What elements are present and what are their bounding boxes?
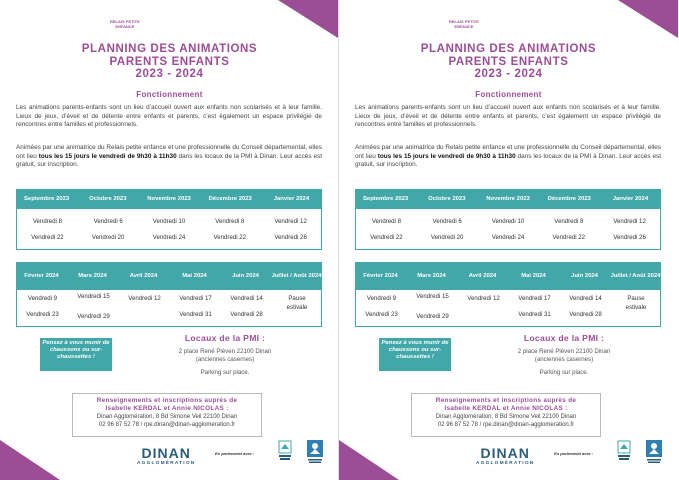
date-cell: Vendredi 24 bbox=[152, 233, 186, 241]
month-header: Novembre 2023 bbox=[486, 196, 530, 202]
month-header: Mai 2024 bbox=[182, 273, 207, 279]
date-cell: Vendredi 8 bbox=[32, 217, 62, 225]
month-header: Septembre 2023 bbox=[24, 196, 70, 202]
details-paragraph: Animées par une animatrice du Relais petite enfance et une professionnelle du Conseil départemental, elles ont lieu tous les 15 jours le vendredi de 9h30 à 11h30 dans les locaux de la PMI à Dinan. Leur accès est gratuit, sur inscription. bbox=[16, 144, 322, 169]
schedule-header-row bbox=[16, 262, 322, 290]
month-header: Février 2024 bbox=[363, 273, 398, 279]
month-header: Février 2024 bbox=[24, 273, 59, 279]
decor-corner-top-right bbox=[278, 0, 338, 38]
date-cell: Vendredi 23 bbox=[365, 311, 398, 318]
contact-box: Renseignements et inscriptions auprès de Isabelle KERDAL et Annie NICOLAS : Dinan Agglomération, 8 Bd Simone Veil 22100 Dinan 02 96 87 52 78 / rpe.dinan@dinan-agglomeration.fr bbox=[411, 393, 601, 437]
date-cell: Vendredi 26 bbox=[613, 233, 646, 241]
date-cell: Vendredi 9 bbox=[27, 295, 58, 302]
schedule-row bbox=[355, 229, 661, 250]
month-header: Décembre 2023 bbox=[208, 196, 252, 202]
date-cell: Vendredi 20 bbox=[91, 233, 125, 241]
date-cell: Vendredi 15 bbox=[416, 293, 449, 300]
date-cell: Vendredi 12 bbox=[467, 295, 500, 302]
partner-logo-caf-icon bbox=[278, 440, 292, 462]
date-cell: Vendredi 20 bbox=[430, 233, 464, 241]
date-cell: Vendredi 10 bbox=[152, 217, 186, 225]
date-cell: Vendredi 12 bbox=[128, 295, 161, 302]
date-cell: Vendredi 31 bbox=[518, 311, 551, 318]
month-header: Décembre 2023 bbox=[547, 196, 591, 202]
flyer-page-left bbox=[0, 0, 339, 480]
month-header: Juin 2024 bbox=[232, 273, 259, 279]
partner-label: En partenariat avec : bbox=[554, 451, 594, 456]
section-title: Fonctionnement bbox=[136, 90, 203, 99]
month-header: Avril 2024 bbox=[468, 273, 497, 279]
date-cell: Vendredi 31 bbox=[179, 311, 212, 318]
schedule-table-2 bbox=[355, 262, 661, 327]
schedule-table-2 bbox=[16, 262, 322, 327]
date-cell: Vendredi 29 bbox=[77, 313, 110, 320]
tip-box: Pensez à vous munir de chaussons ou sur-chaussettes ! bbox=[40, 338, 112, 371]
month-header: Mars 2024 bbox=[78, 273, 107, 279]
schedule-row bbox=[355, 209, 661, 229]
date-cell: Vendredi 17 bbox=[518, 295, 551, 302]
document-title: PLANNING DES ANIMATIONS PARENTS ENFANTS 2023 - 2024 bbox=[81, 43, 258, 80]
org-label: RELAIS PETITE ENFANCE bbox=[110, 19, 140, 29]
month-header: Novembre 2023 bbox=[147, 196, 191, 202]
date-cell: Vendredi 17 bbox=[179, 295, 212, 302]
locaux-info: 2 place René Pléven 22100 Dinan (anciennes casernes) Parking sur place. bbox=[517, 348, 611, 376]
date-cell: Vendredi 24 bbox=[491, 233, 525, 241]
date-cell: Vendredi 22 bbox=[552, 233, 586, 241]
locaux-info: 2 place René Pléven 22100 Dinan (anciennes casernes) Parking sur place. bbox=[178, 348, 272, 376]
partner-label: En partenariat avec : bbox=[215, 451, 255, 456]
month-header: Juillet / Août 2024 bbox=[610, 273, 661, 279]
schedule-row bbox=[16, 229, 322, 250]
partner-logo-departement-icon bbox=[646, 440, 662, 464]
date-cell: Vendredi 22 bbox=[370, 233, 403, 241]
document-title: PLANNING DES ANIMATIONS PARENTS ENFANTS 2023 - 2024 bbox=[420, 43, 597, 80]
schedule-header-row bbox=[355, 262, 661, 290]
date-cell: Vendredi 28 bbox=[569, 311, 602, 318]
date-cell: Vendredi 8 bbox=[371, 217, 401, 225]
date-cell: Vendredi 10 bbox=[491, 217, 525, 225]
date-cell: Vendredi 8 bbox=[554, 217, 584, 225]
date-cell: Vendredi 8 bbox=[215, 217, 245, 225]
decor-corner-bottom-left bbox=[339, 440, 399, 480]
date-cell: Vendredi 28 bbox=[230, 311, 263, 318]
month-header: Octobre 2023 bbox=[428, 196, 466, 202]
locaux-title: Locaux de la PMI : bbox=[523, 333, 605, 343]
dinan-logo: DINAN AGGLOMÉRATION bbox=[137, 445, 196, 466]
date-cell: Vendredi 12 bbox=[274, 217, 307, 225]
month-header: Mars 2024 bbox=[417, 273, 446, 279]
locaux-title: Locaux de la PMI : bbox=[184, 333, 266, 343]
date-cell: Vendredi 15 bbox=[77, 293, 110, 300]
date-cell: Vendredi 14 bbox=[569, 295, 602, 302]
month-header: Mai 2024 bbox=[521, 273, 546, 279]
date-cell: Vendredi 12 bbox=[613, 217, 646, 225]
schedule-row bbox=[16, 209, 322, 229]
month-header: Octobre 2023 bbox=[89, 196, 127, 202]
date-cell: Vendredi 14 bbox=[230, 295, 263, 302]
partner-logo-caf-icon bbox=[617, 440, 631, 462]
partner-logo-departement-icon bbox=[307, 440, 323, 464]
pause-cell: Pause estivale bbox=[286, 295, 308, 311]
decor-corner-top-right bbox=[618, 0, 678, 38]
date-cell: Vendredi 29 bbox=[416, 313, 449, 320]
org-label: RELAIS PETITE ENFANCE bbox=[449, 19, 479, 29]
intro-paragraph: Les animations parents-enfants sont un lieu d’accueil ouvert aux enfants non scolarisés et à leur famille. Lieux de jeux, d’éveil et de détente entre enfants et parents, c’est également un espace privilégié de rencontres entre familles et professionnels. bbox=[355, 104, 661, 129]
date-cell: Vendredi 23 bbox=[26, 311, 59, 318]
date-cell: Vendredi 6 bbox=[432, 217, 462, 225]
schedule-header-row bbox=[16, 189, 322, 209]
schedule-table-1 bbox=[355, 189, 661, 250]
contact-box: Renseignements et inscriptions auprès de Isabelle KERDAL et Annie NICOLAS : Dinan Agglomération, 8 Bd Simone Veil 22100 Dinan 02 96 87 52 78 / rpe.dinan@dinan-agglomeration.fr bbox=[72, 393, 262, 437]
date-cell: Vendredi 9 bbox=[366, 295, 397, 302]
month-header: Juillet / Août 2024 bbox=[271, 273, 322, 279]
schedule-body bbox=[16, 290, 322, 327]
tip-box: Pensez à vous munir de chaussons ou sur-chaussettes ! bbox=[379, 338, 451, 371]
schedule-table-1 bbox=[16, 189, 322, 250]
intro-paragraph: Les animations parents-enfants sont un lieu d’accueil ouvert aux enfants non scolarisés et à leur famille. Lieux de jeux, d’éveil et de détente entre enfants et parents, c’est également un espace privilégié de rencontres entre familles et professionnels. bbox=[16, 104, 322, 129]
date-cell: Vendredi 22 bbox=[213, 233, 247, 241]
month-header: Avril 2024 bbox=[129, 273, 158, 279]
month-header: Janvier 2024 bbox=[273, 196, 310, 202]
section-title: Fonctionnement bbox=[475, 90, 542, 99]
flyer-page-right bbox=[339, 0, 678, 480]
decor-corner-bottom-left bbox=[0, 440, 60, 480]
month-header: Janvier 2024 bbox=[612, 196, 649, 202]
date-cell: Vendredi 22 bbox=[31, 233, 64, 241]
date-cell: Vendredi 6 bbox=[93, 217, 123, 225]
month-header: Septembre 2023 bbox=[363, 196, 409, 202]
dinan-logo: DINAN AGGLOMÉRATION bbox=[476, 445, 535, 466]
date-cell: Vendredi 26 bbox=[274, 233, 307, 241]
schedule-header-row bbox=[355, 189, 661, 209]
details-paragraph: Animées par une animatrice du Relais petite enfance et une professionnelle du Conseil départemental, elles ont lieu tous les 15 jours le vendredi de 9h30 à 11h30 dans les locaux de la PMI à Dinan. Leur accès est gratuit, sur inscription. bbox=[355, 144, 661, 169]
schedule-body bbox=[355, 290, 661, 327]
pause-cell: Pause estivale bbox=[625, 295, 647, 311]
month-header: Juin 2024 bbox=[571, 273, 598, 279]
